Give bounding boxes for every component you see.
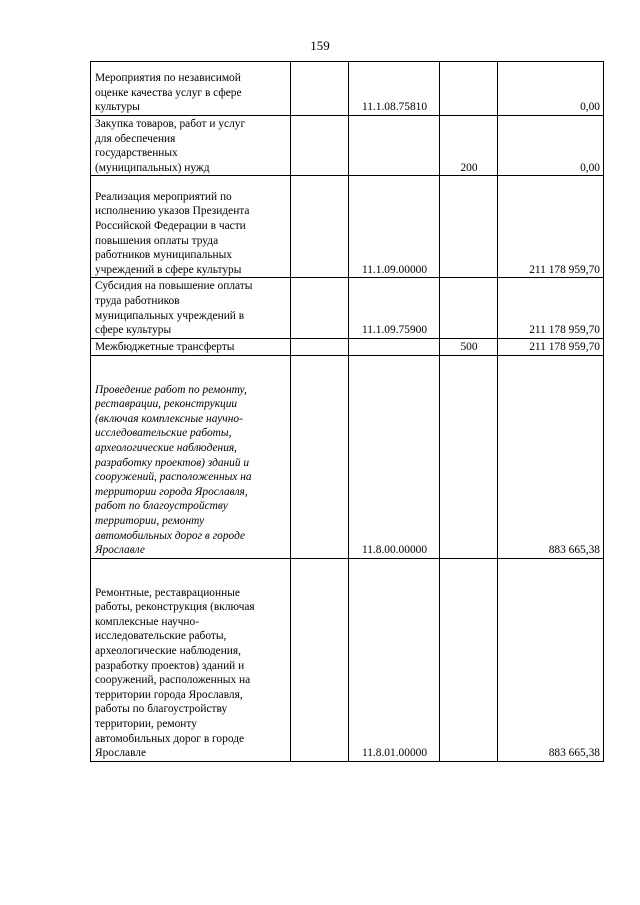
row-name-line: реставрации, реконструкции: [95, 398, 238, 411]
table-row: [91, 355, 604, 558]
row-extra-cell: [291, 176, 349, 278]
table-row: [91, 176, 604, 278]
budget-table-body: [91, 62, 604, 762]
row-code-cell: [349, 116, 440, 176]
row-name-line: территории города Ярославля,: [95, 485, 248, 498]
row-name-line: учреждений в сфере культуры: [95, 263, 242, 276]
row-name-line: автомобильных дорог в городе: [95, 529, 246, 542]
row-extra-cell: [291, 62, 349, 116]
row-name-line: археологические наблюдения,: [95, 442, 238, 454]
row-amount-cell: 211 178 959,70: [498, 176, 604, 278]
row-name-line: археологические наблюдения,: [95, 645, 241, 657]
budget-table: [90, 61, 604, 762]
row-name-cell: [91, 558, 291, 761]
row-name-line: Межбюджетные трансферты: [95, 341, 235, 354]
row-name-line: территории, ремонту: [95, 717, 197, 730]
row-name-line: Реализация мероприятий по: [95, 190, 232, 203]
row-name-line: исполнению указов Президента: [95, 205, 250, 218]
row-name-line: работников муниципальных: [95, 249, 232, 262]
row-name-line: Ярославле: [95, 544, 145, 557]
row-name-line: для обеспечения: [95, 132, 176, 145]
row-amount-cell: 0,00: [498, 116, 604, 176]
row-amount-cell: 211 178 959,70: [498, 278, 604, 338]
row-amount-cell: 883 665,38: [498, 558, 604, 761]
row-name-line: муниципальных учреждений в: [95, 309, 245, 322]
row-name-line: сооружений, расположенных на: [95, 471, 252, 484]
row-extra-cell: [291, 116, 349, 176]
row-code-cell: 11.1.09.00000: [349, 176, 440, 278]
row-vr-cell: [440, 355, 498, 558]
row-name-line: Проведение работ по ремонту,: [95, 383, 247, 396]
row-code-cell: 11.8.00.00000: [349, 355, 440, 558]
page-number: 159: [310, 38, 330, 53]
row-amount-cell: 0,00: [498, 62, 604, 116]
table-row: [91, 116, 604, 176]
row-name-line: сооружений, расположенных на: [95, 674, 251, 687]
row-name-line: сфере культуры: [95, 324, 172, 337]
row-code-cell: [349, 338, 440, 355]
row-name-line: труда работников: [95, 294, 180, 307]
row-name-line: разработку проектов) зданий и: [95, 456, 250, 469]
row-extra-cell: [291, 558, 349, 761]
row-name-line: Ярославле: [95, 747, 147, 760]
row-name-line: Субсидия на повышение оплаты: [95, 280, 253, 293]
table-row: [91, 338, 604, 355]
row-name-line: (муниципальных) нужд: [95, 161, 210, 174]
row-name-line: территории, ремонту: [95, 514, 205, 527]
row-name-line: исследовательские работы,: [95, 427, 232, 440]
row-extra-cell: [291, 338, 349, 355]
row-vr-cell: 200: [440, 116, 498, 176]
row-name-line: государственных: [95, 147, 178, 160]
row-name-line: работы по благоустройству: [95, 703, 228, 716]
row-vr-cell: [440, 176, 498, 278]
row-name-cell: [91, 278, 291, 338]
row-name-line: работы, реконструкция (включая: [95, 601, 255, 614]
row-name-cell: [91, 338, 291, 355]
row-name-line: территории города Ярославля,: [95, 688, 243, 701]
row-name-line: исследовательские работы,: [95, 630, 227, 643]
row-name-cell: [91, 62, 291, 116]
table-row: [91, 558, 604, 761]
row-name-line: повышения оплаты труда: [95, 234, 219, 247]
row-name-line: культуры: [95, 101, 140, 114]
row-name-line: автомобильных дорог в городе: [95, 732, 245, 745]
row-name-line: разработку проектов) зданий и: [95, 659, 245, 672]
row-code-cell: 11.1.09.75900: [349, 278, 440, 338]
row-name-cell: [91, 116, 291, 176]
row-vr-cell: [440, 278, 498, 338]
row-name-line: работ по благоустройству: [95, 500, 228, 513]
row-name-line: Закупка товаров, работ и услуг: [95, 118, 246, 130]
row-vr-cell: [440, 558, 498, 761]
row-name-line: комплексные научно-: [95, 615, 200, 628]
row-name-line: оценке качества услуг в сфере: [95, 86, 242, 99]
table-row: [91, 278, 604, 338]
row-vr-cell: 500: [440, 338, 498, 355]
row-name-cell: [91, 176, 291, 278]
row-code-cell: 11.8.01.00000: [349, 558, 440, 761]
table-row: [91, 62, 604, 116]
row-extra-cell: [291, 355, 349, 558]
row-name-line: Российской Федерации в части: [95, 220, 246, 232]
row-name-cell: [91, 355, 291, 558]
row-name-line: (включая комплексные научно-: [95, 412, 243, 425]
row-name-line: Ремонтные, реставрационные: [95, 586, 240, 599]
row-name-line: Мероприятия по независимой: [95, 72, 241, 85]
row-code-cell: 11.1.08.75810: [349, 62, 440, 116]
row-amount-cell: 211 178 959,70: [498, 338, 604, 355]
row-extra-cell: [291, 278, 349, 338]
row-amount-cell: 883 665,38: [498, 355, 604, 558]
row-vr-cell: [440, 62, 498, 116]
